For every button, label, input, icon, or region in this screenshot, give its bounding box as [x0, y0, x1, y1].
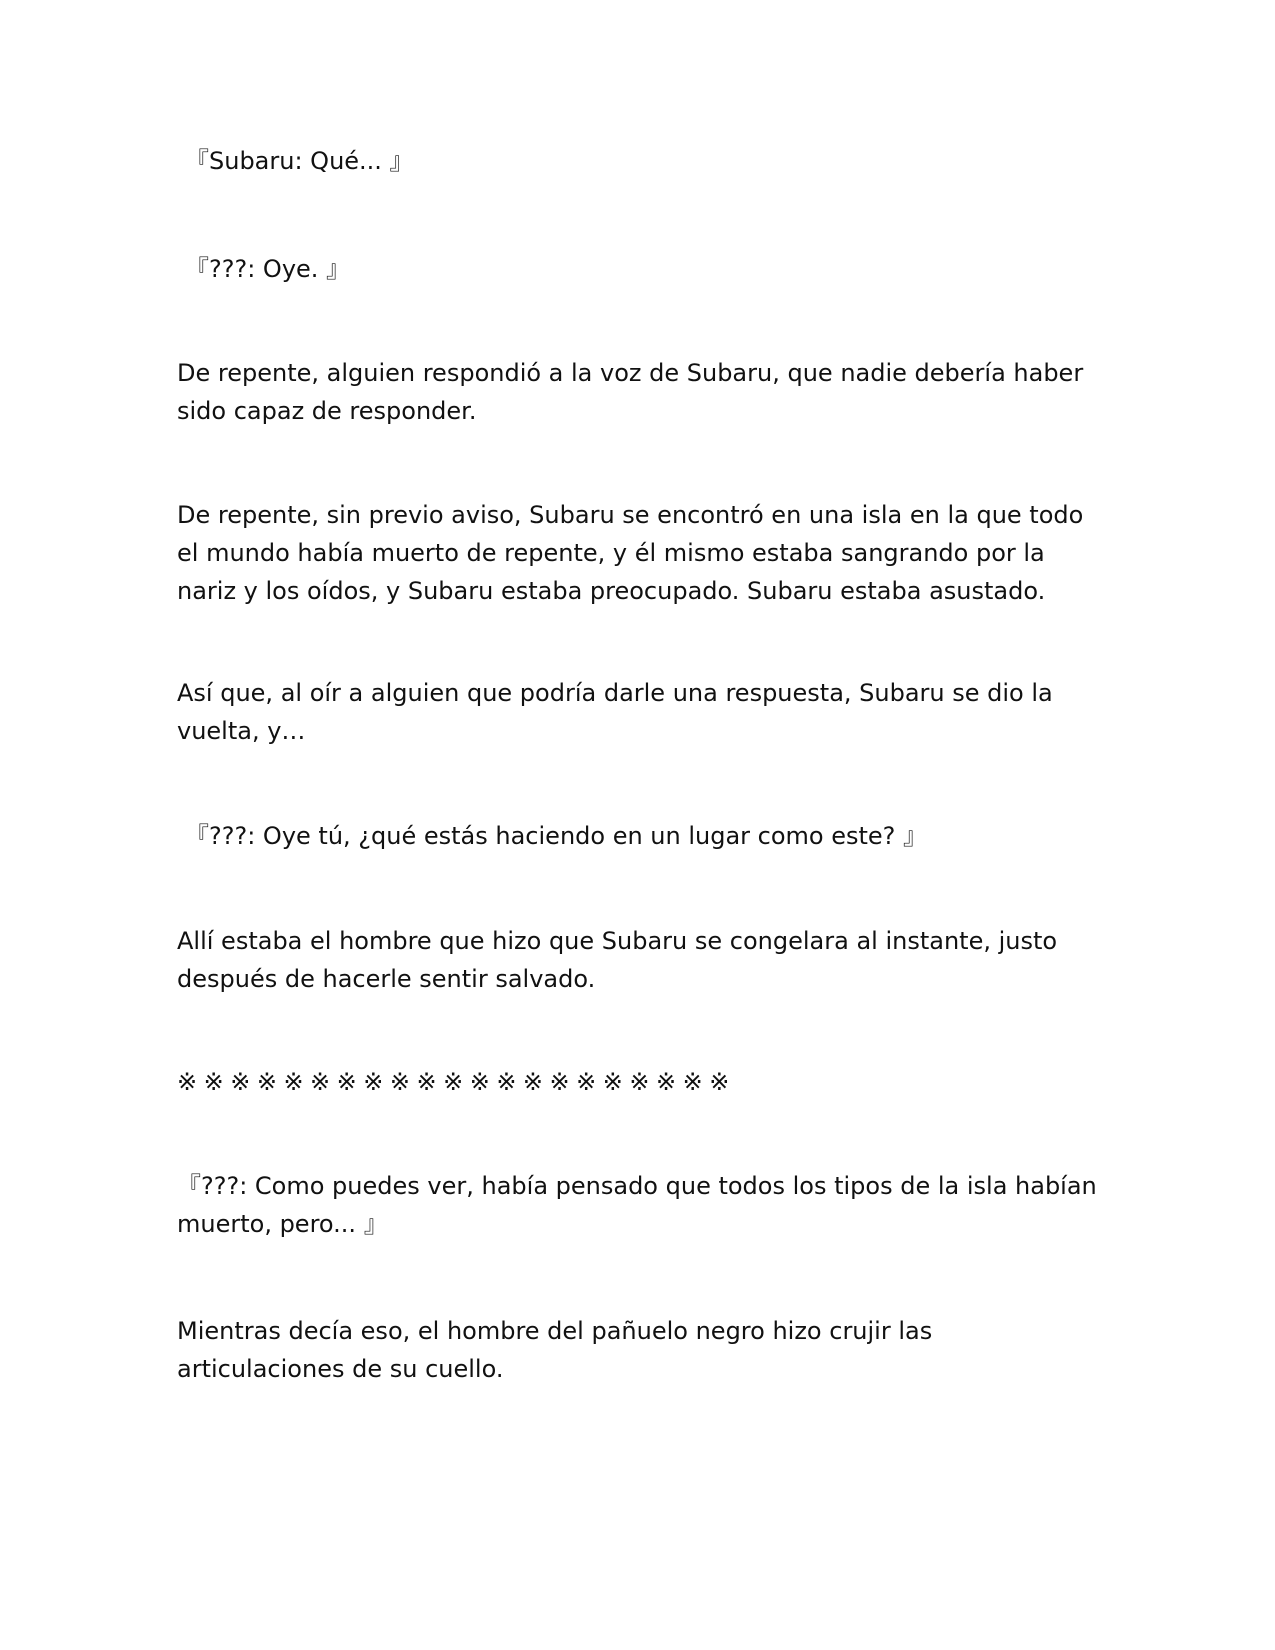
- dialogue-line: 『???: Oye. 』: [185, 255, 351, 283]
- dialogue-line: 『???: Como puedes ver, había pensado que todos los tipos de la isla habían muerto, pero... 』: [177, 1172, 1097, 1238]
- narrative-paragraph: De repente, alguien respondió a la voz de Subaru, que nadie debería haber sido capaz de responder.: [177, 359, 1084, 425]
- narrative-paragraph: Así que, al oír a alguien que podría darle una respuesta, Subaru se dio la vuelta, y…: [177, 679, 1053, 745]
- dialogue-line: 『Subaru: Qué... 』: [185, 147, 414, 175]
- narrative-paragraph: De repente, sin previo aviso, Subaru se encontró en una isla en la que todo el mundo había muerto de repente, y él mismo estaba sangrando por la nariz y los oídos, y Subaru estaba preocupado. Subaru estaba asustado.: [177, 501, 1084, 605]
- dialogue-line: 『???: Oye tú, ¿qué estás haciendo en un lugar como este? 』: [185, 822, 928, 850]
- narrative-paragraph: Mientras decía eso, el hombre del pañuelo negro hizo crujir las articulaciones de su cuello.: [177, 1317, 933, 1383]
- scene-separator: ※※※※※※※※※※※※※※※※※※※※※: [177, 1068, 736, 1096]
- narrative-paragraph: Allí estaba el hombre que hizo que Subaru se congelara al instante, justo después de hacerle sentir salvado.: [177, 927, 1058, 993]
